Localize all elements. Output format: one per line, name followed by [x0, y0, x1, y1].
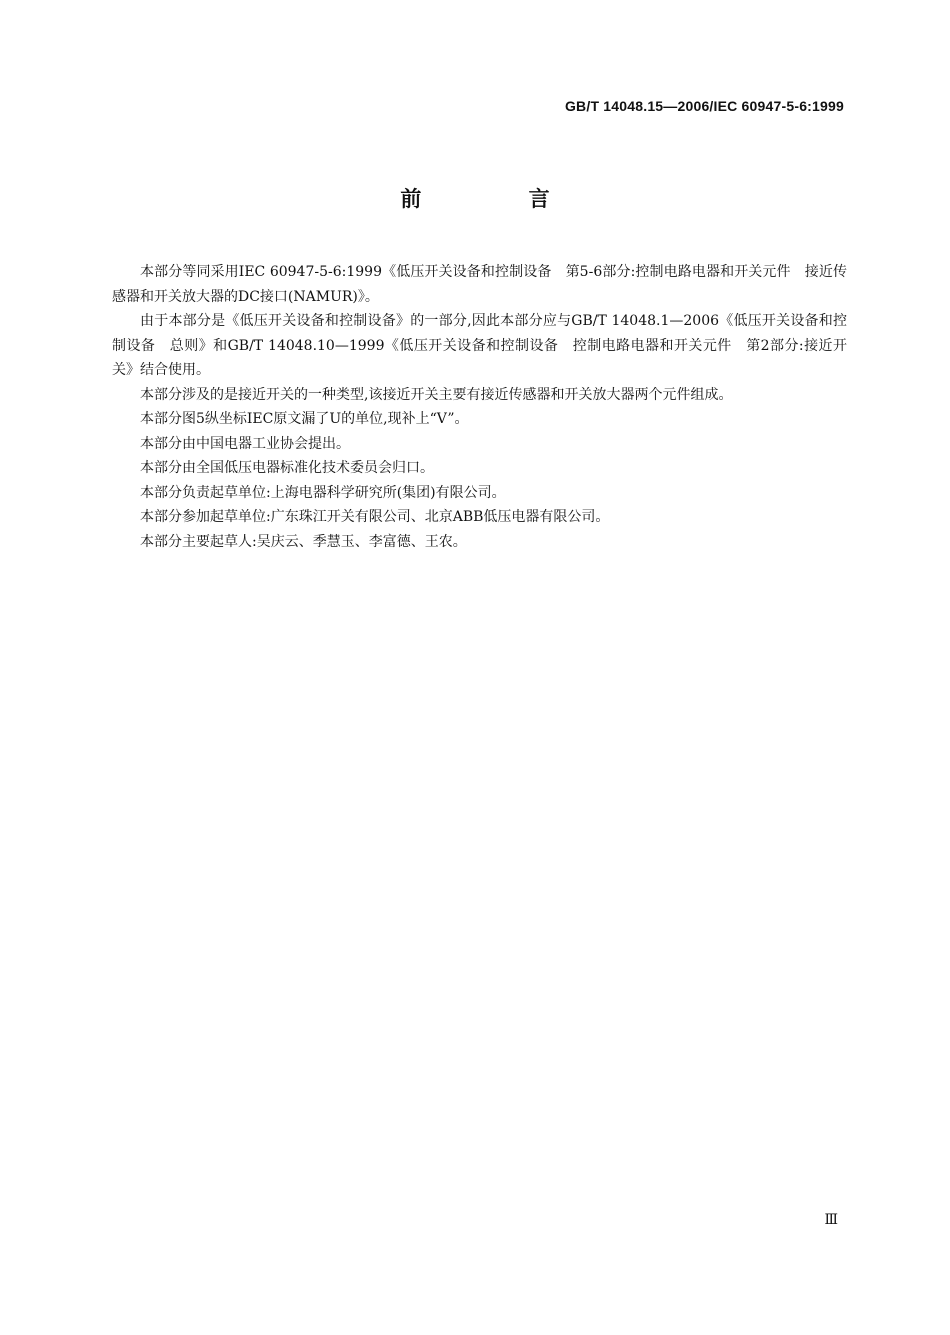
paragraph-proposer: 本部分由中国电器工业协会提出。 [140, 435, 350, 452]
paragraph-committee: 本部分由全国低压电器标准化技术委员会归口。 [140, 460, 434, 476]
standard-code-header: GB/T 14048.15—2006/IEC 60947-5-6:1999 [564, 98, 844, 114]
paragraph-participating-units: 本部分参加起草单位:广东珠江开关有限公司、北京ABB低压电器有限公司。 [140, 509, 610, 525]
foreword-body [112, 260, 847, 554]
page-title: 前 言 [400, 187, 600, 211]
paragraph-figure-note: 本部分图5纵坐标IEC原文漏了U的单位,现补上“V”。 [140, 411, 469, 427]
page-number: Ⅲ [824, 1212, 838, 1228]
paragraph-adoption: 本部分等同采用IEC 60947-5-6:1999《低压开关设备和控制设备 第5-6部分:控制电路电器和开关元件 接近传感器和开关放大器的DC接口(NAMUR)》。 [112, 264, 847, 305]
paragraph-drafters: 本部分主要起草人:吴庆云、季慧玉、李富德、王农。 [140, 533, 467, 550]
paragraph-drafting-unit: 本部分负责起草单位:上海电器科学研究所(集团)有限公司。 [140, 484, 506, 501]
paragraph-usage: 由于本部分是《低压开关设备和控制设备》的一部分,因此本部分应与GB/T 14048.1—2006《低压开关设备和控制设备 总则》和GB/T 14048.10—1999《低压开关设备和控制设备 控制电路电器和开关元件 第2部分:接近开关》结合使用。 [112, 313, 847, 378]
paragraph-scope: 本部分涉及的是接近开关的一种类型,该接近开关主要有接近传感器和开关放大器两个元件组成。 [140, 386, 733, 403]
